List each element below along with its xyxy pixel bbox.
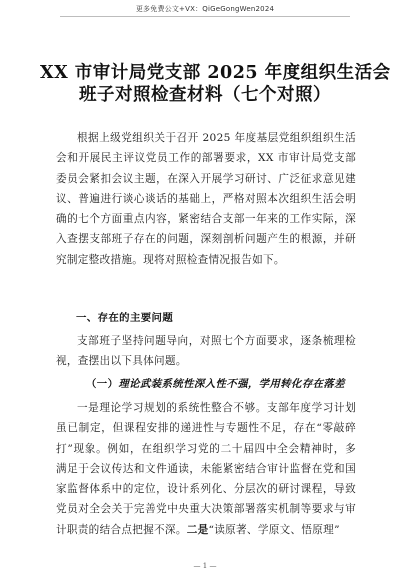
intro-line: 根据上级党组织关于召开 2025 年度基层党组织组织生活 bbox=[77, 132, 356, 144]
header-note: 更多免费公文+VX：QiGeGongWen2024 bbox=[135, 5, 275, 13]
title-line-2: 班子对照检查材料（七个对照） bbox=[79, 85, 331, 105]
theory-line: 一是理论学习规划的系统性整合不够。支部年度学习计划 bbox=[77, 402, 356, 414]
section1-line: 支部班子坚持问题导向，对照七个方面要求，逐条梳理检 bbox=[77, 335, 356, 347]
header-divider bbox=[60, 16, 350, 17]
theory-line: 虽已制定，但课程安排的递进性与专题性不足，存在“零敲碎 bbox=[56, 422, 356, 435]
intro-line: 委员会紧扣会议主题，在深入开展学习研讨、广泛征求意见建 bbox=[56, 172, 356, 185]
subsection-number: （一） bbox=[86, 378, 119, 390]
document-title bbox=[40, 62, 391, 106]
theory-line: 打”现象。例如，在组织学习党的二十届四中全会精神时，多 bbox=[56, 442, 356, 455]
intro-line: 入查摆支部班子存在的问题，深刻剖析问题产生的根源，并研 bbox=[56, 233, 356, 246]
section1-line: 视，查摆出以下具体问题。 bbox=[56, 355, 187, 368]
title-line-1: XX 市审计局党支部 2025 年度组织生活会 bbox=[40, 63, 391, 83]
theory-line-text: 计职责的结合点把握不深。 bbox=[56, 523, 187, 536]
theory-line: 家监督体系中的定位，设计系列化、分层次的研讨课程，导致 bbox=[56, 483, 356, 496]
point-two-label: 二是 bbox=[186, 523, 209, 536]
theory-line: 党员对全会关于完善党中央重大决策部署落实机制等要求与审 bbox=[56, 503, 356, 516]
theory-paragraph bbox=[56, 398, 356, 540]
intro-line: 议、普遍进行谈心谈话的基础上，严格对照本次组织生活会明 bbox=[56, 192, 356, 205]
intro-paragraph bbox=[56, 128, 356, 270]
intro-line: 会和开展民主评议党员工作的部署要求，XX 市审计局党支部 bbox=[56, 152, 356, 165]
point-two-text: “读原著、学原文、悟原理” bbox=[208, 523, 340, 536]
theory-line-last bbox=[56, 520, 356, 540]
section-heading-problems: 一、存在的主要问题 bbox=[76, 312, 174, 324]
subsection-title: 理论武装系统性深入性不强，学用转化存在落差 bbox=[118, 378, 345, 390]
page-number: — 1 — bbox=[193, 562, 217, 570]
section1-paragraph bbox=[56, 331, 356, 372]
intro-line: 确的七个方面重点内容，紧密结合支部一年来的工作实际，深 bbox=[56, 213, 356, 226]
subsection-heading-theory bbox=[86, 375, 345, 390]
intro-line: 究制定整改措施。现将对照检查情况报告如下。 bbox=[56, 253, 285, 266]
theory-line: 满足于会议传达和文件通读，未能紧密结合审计监督在党和国 bbox=[56, 462, 356, 475]
